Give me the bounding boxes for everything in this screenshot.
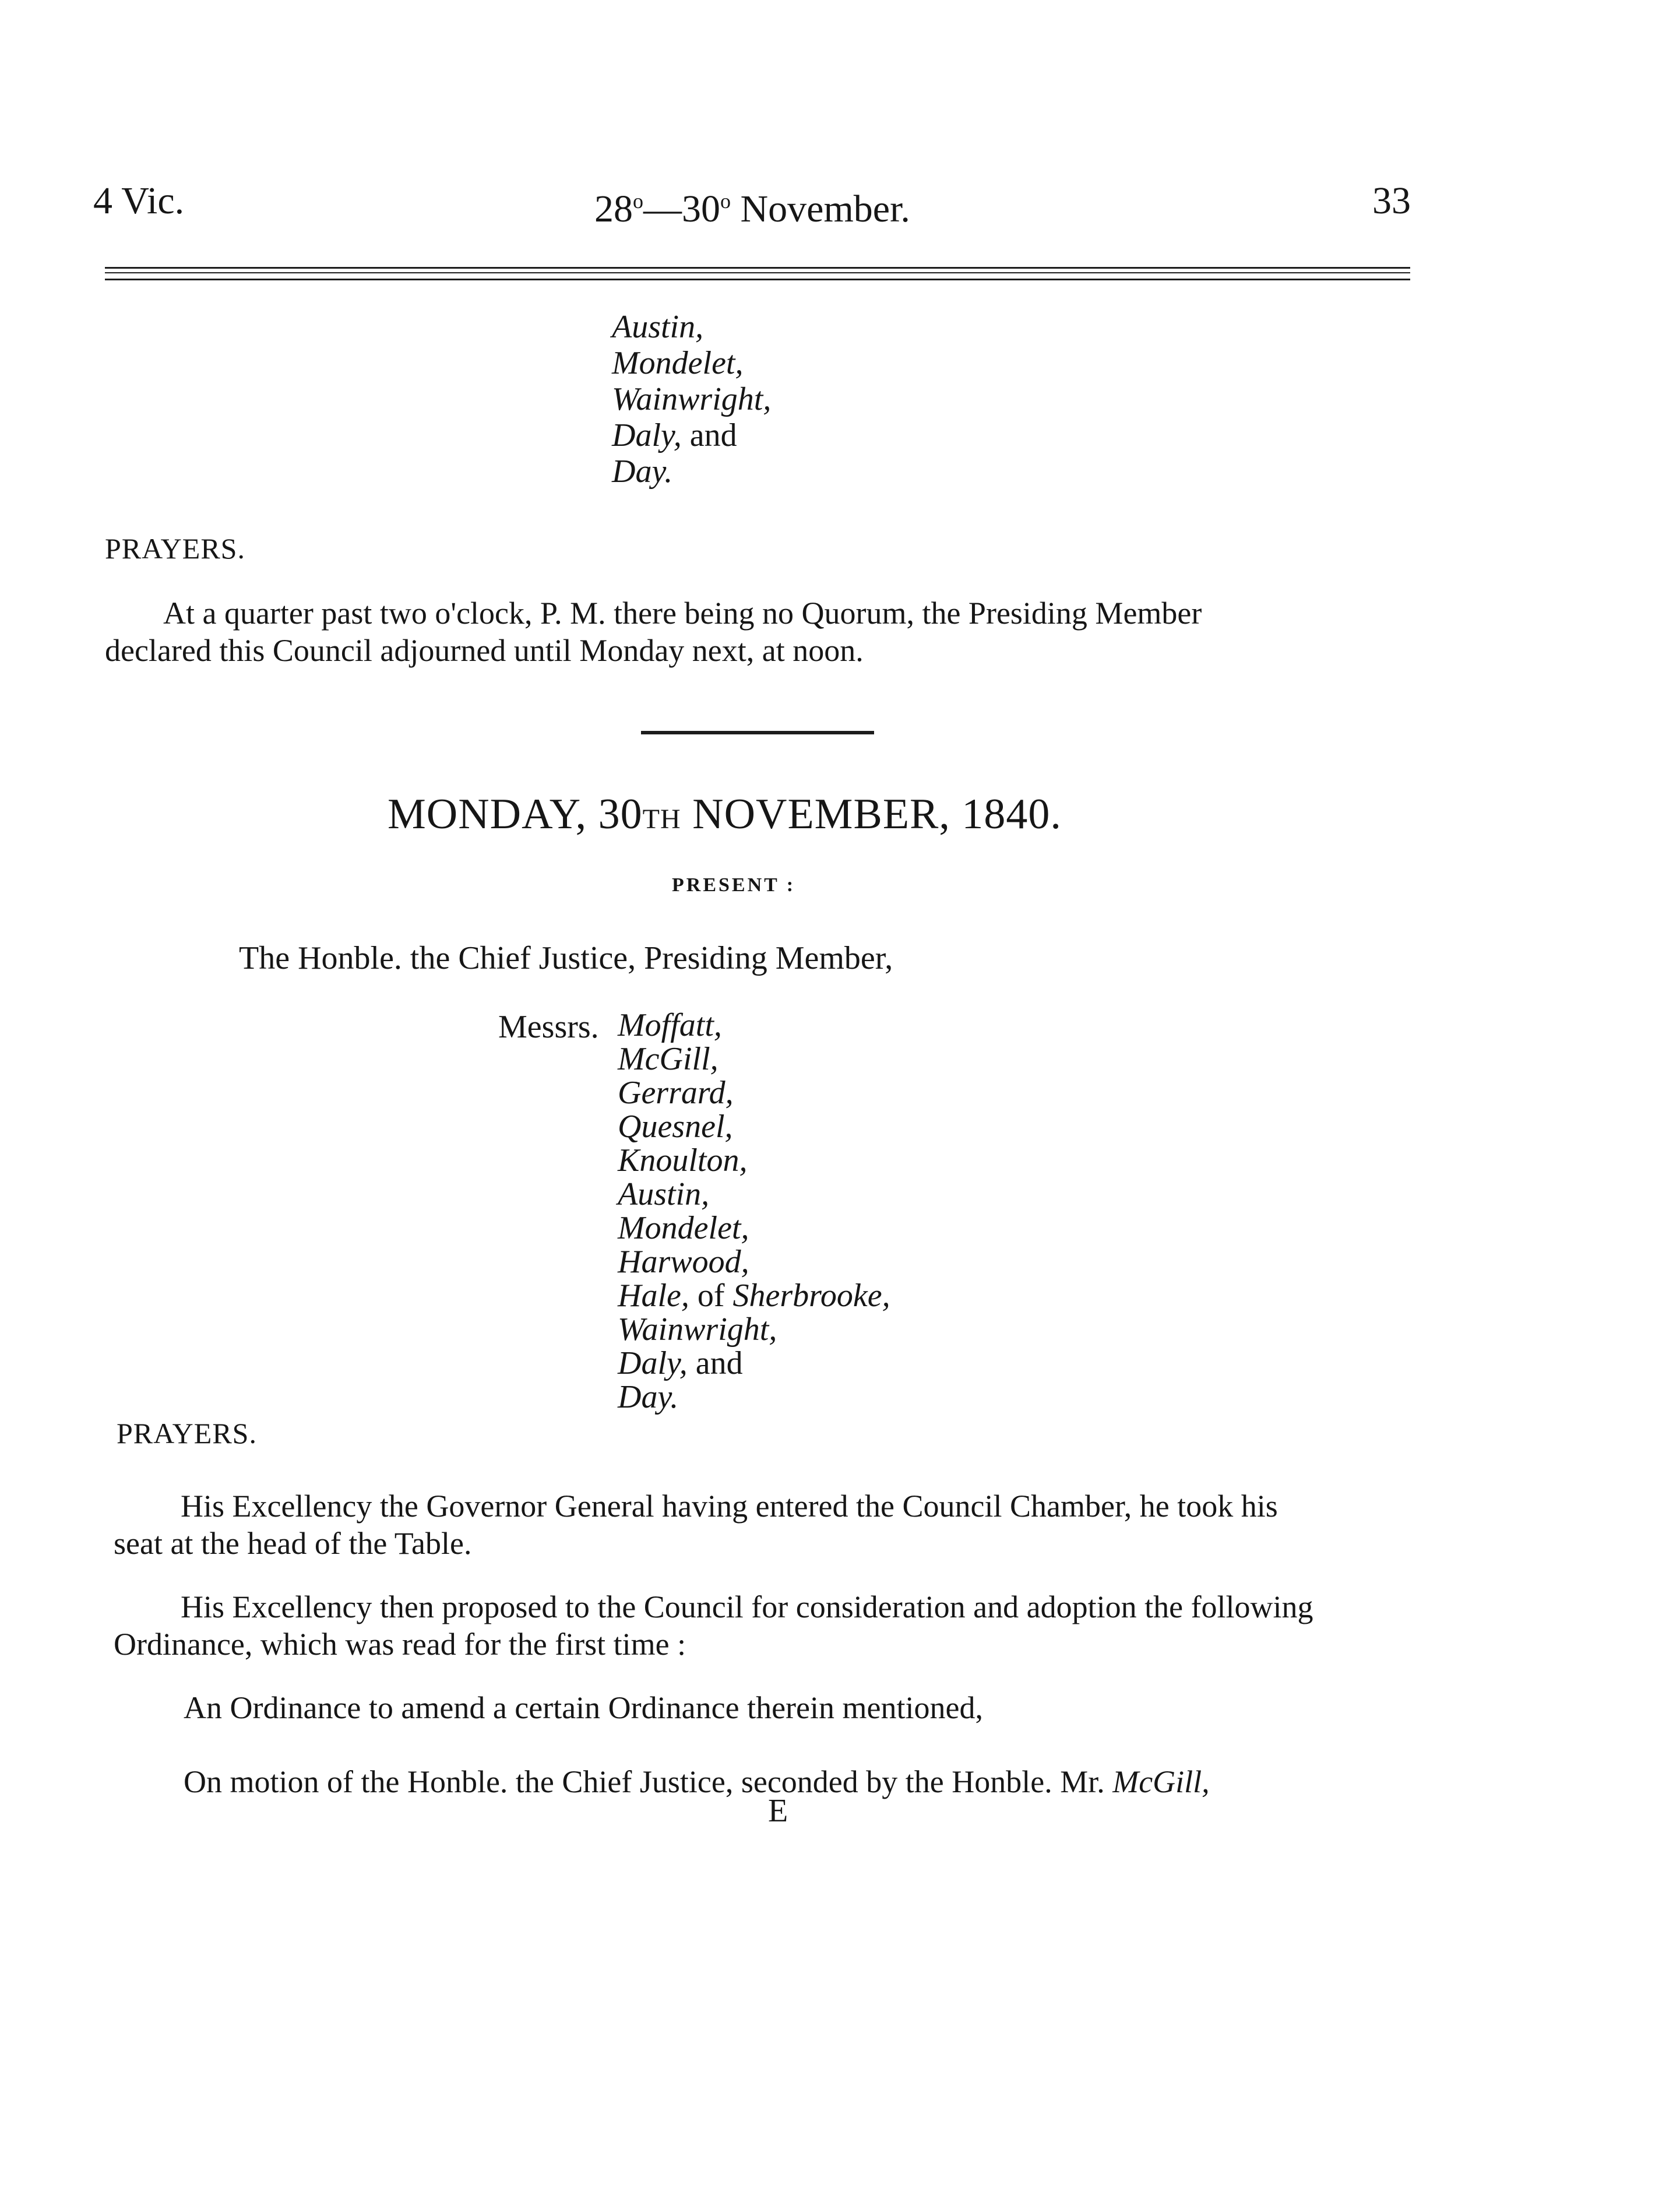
section-divider — [641, 731, 874, 734]
member-name: Austin, — [612, 309, 704, 345]
member-name: Wainwright, — [618, 1311, 777, 1348]
prayers-heading: PRAYERS. — [105, 532, 245, 565]
member-name: Daly, and — [618, 1345, 743, 1381]
member-name: Mondelet, — [618, 1210, 749, 1246]
member-name: Mondelet, — [612, 345, 744, 381]
member-name: Daly, and — [612, 417, 737, 453]
member-name: Knoulton, — [618, 1142, 748, 1179]
header-left-regnal-year: 4 Vic. — [93, 180, 185, 222]
ordinance-proposed-paragraph: His Excellency then proposed to the Council for consideration and adoption the following Ordinance, which was read for the first time : — [114, 1589, 1313, 1662]
header-rule-bottom — [105, 279, 1410, 280]
attendance-list — [618, 1008, 890, 1414]
header-rule-middle — [105, 272, 1410, 273]
presiding-member-line: The Honble. the Chief Justice, Presiding Member, — [239, 940, 893, 976]
member-name: Quesnel, — [618, 1109, 733, 1145]
prayers-heading: PRAYERS. — [117, 1417, 257, 1450]
member-name: Day. — [618, 1379, 679, 1415]
header-dash: —30 — [643, 188, 720, 230]
motion-paragraph: On motion of the Honble. the Chief Justice, seconded by the Honble. Mr. McGill, — [184, 1764, 1210, 1799]
present-label: PRESENT : — [672, 874, 796, 896]
header-month: November. — [731, 188, 910, 230]
member-name: Wainwright, — [612, 381, 772, 417]
header-date-start: 28 — [594, 188, 633, 230]
member-name: Day. — [612, 453, 673, 490]
messrs-label: Messrs. — [498, 1009, 599, 1045]
ordinance-title: An Ordinance to amend a certain Ordinance therein mentioned, — [184, 1690, 983, 1725]
sitting-date-heading: MONDAY, 30TH NOVEMBER, 1840. — [388, 790, 1062, 838]
member-name: Gerrard, — [618, 1075, 734, 1111]
attendance-list-continued — [612, 309, 771, 490]
member-name: Austin, — [618, 1176, 710, 1212]
signature-mark: E — [768, 1793, 788, 1829]
page-number: 33 — [1372, 180, 1411, 222]
header-rule-top — [105, 267, 1410, 269]
member-name: Harwood, — [618, 1244, 749, 1280]
governor-entered-paragraph: His Excellency the Governor General having entered the Council Chamber, he took his seat at the head of the Table. — [114, 1489, 1278, 1561]
adjournment-paragraph: At a quarter past two o'clock, P. M. there being no Quorum, the Presiding Member declared this Council adjourned until Monday next, at noon. — [105, 596, 1202, 668]
member-name: McGill, — [618, 1041, 719, 1077]
member-name: Moffatt, — [618, 1007, 722, 1043]
member-name: Hale, of Sherbrooke, — [618, 1278, 890, 1314]
header-date-range: 28$^o$—30$^o$ November. — [594, 188, 910, 230]
